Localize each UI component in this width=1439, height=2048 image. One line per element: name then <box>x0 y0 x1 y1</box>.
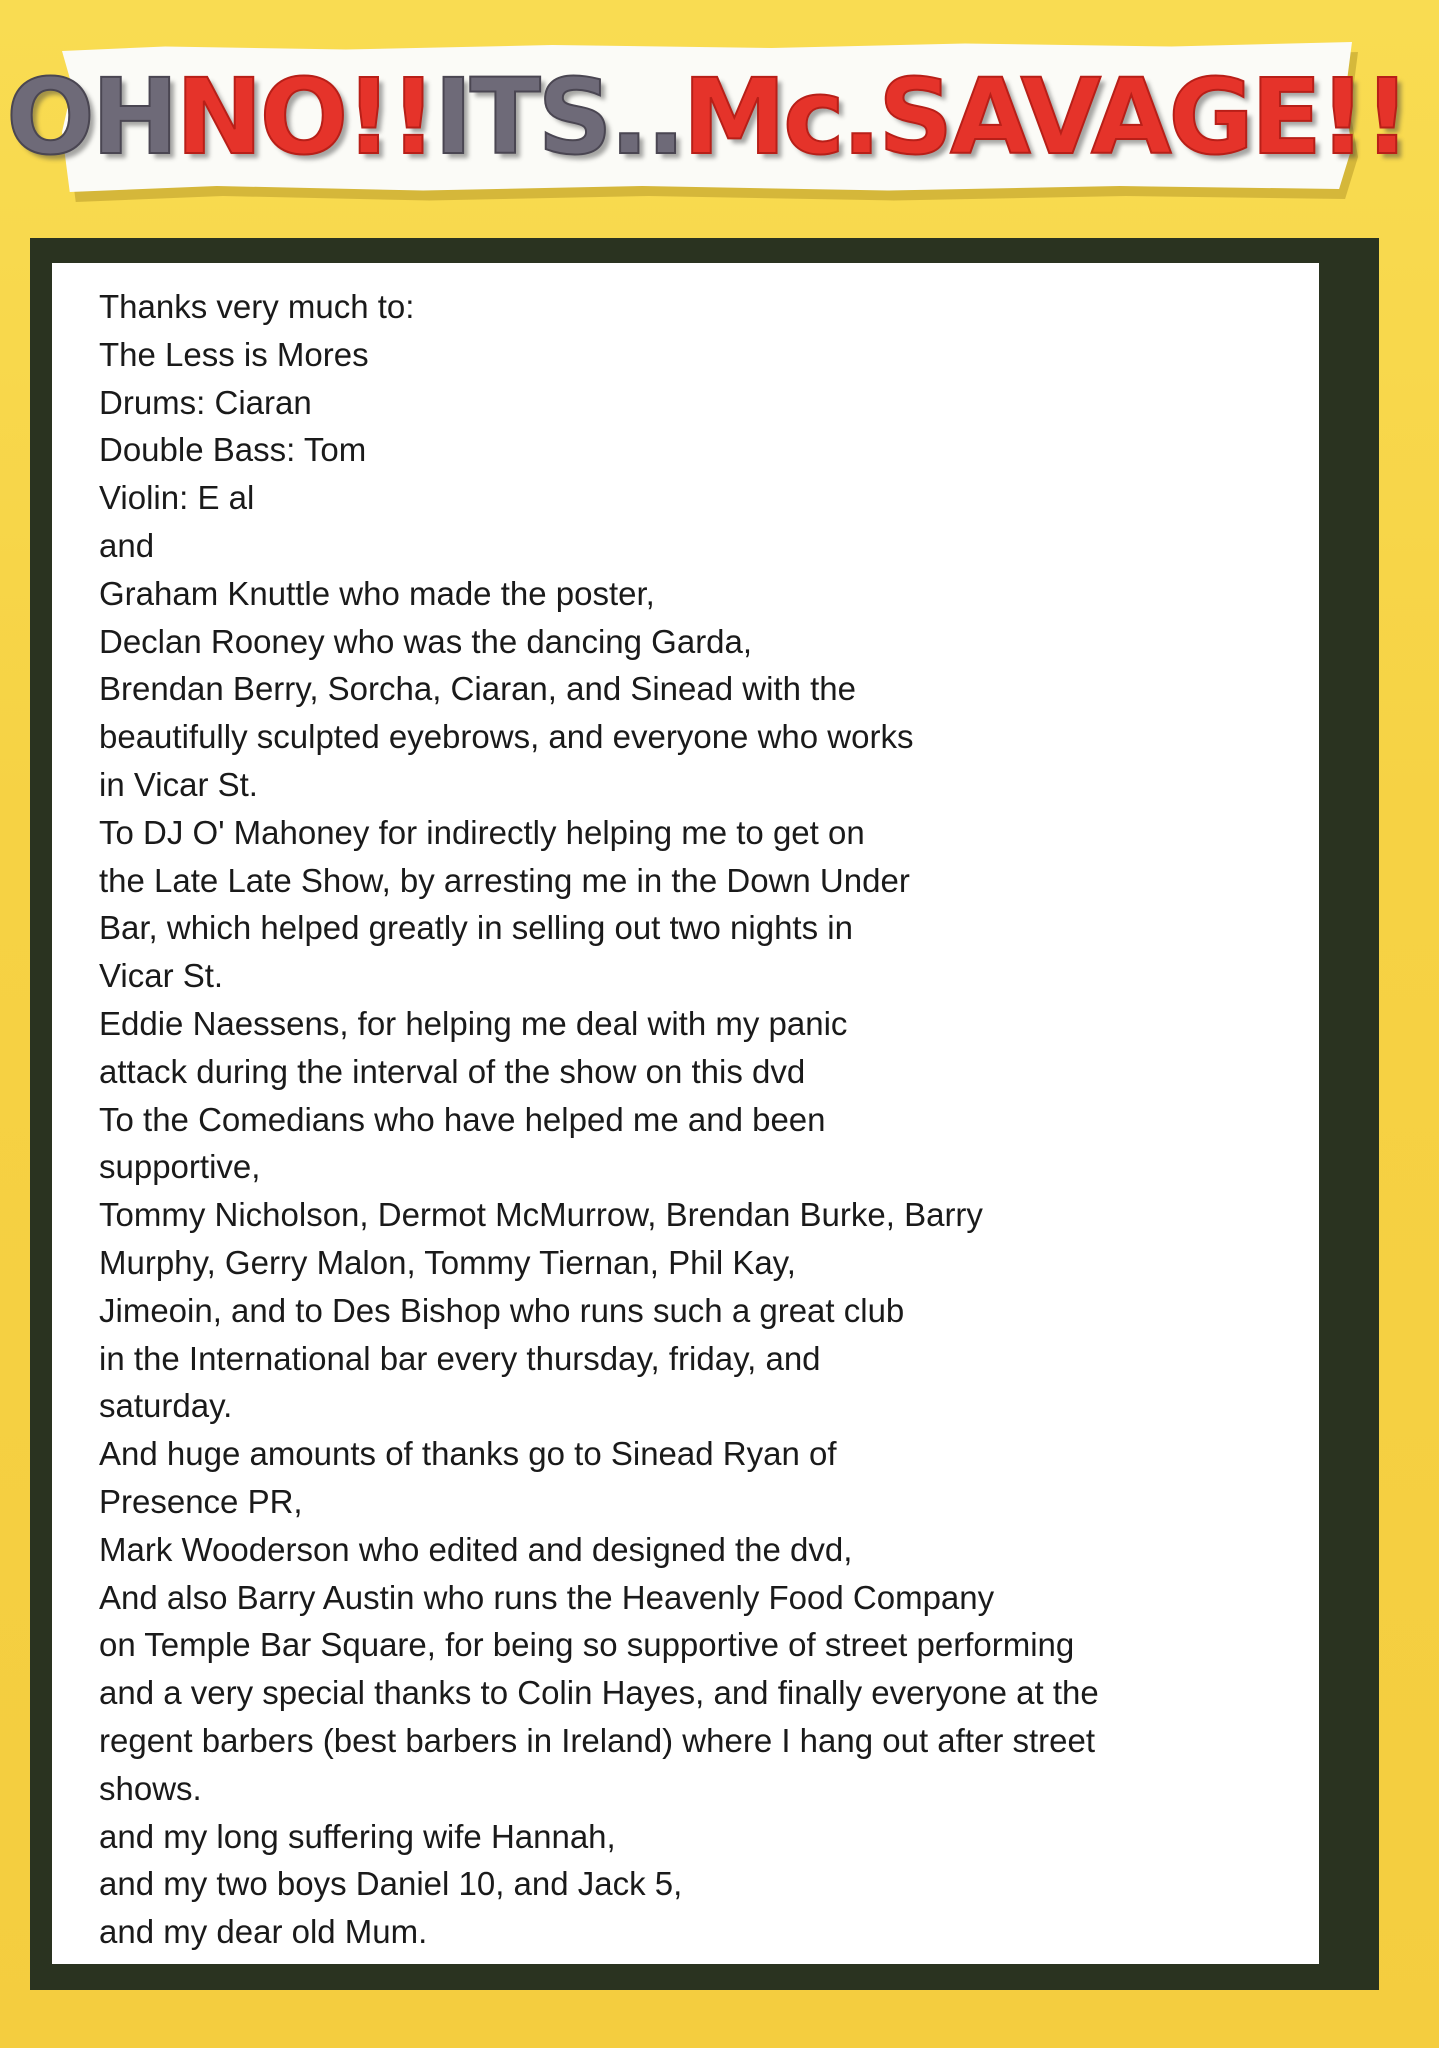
credit-line: Drums: Ciaran <box>99 383 312 421</box>
title-word-its: ITS.. <box>434 56 683 178</box>
credit-line: Eddie Naessens, for helping me deal with my panic <box>99 1004 848 1042</box>
credit-line: beautifully sculpted eyebrows, and everyone who works <box>99 718 914 756</box>
credit-line: Graham Knuttle who made the poster, <box>99 574 655 612</box>
title-word-mc: Mc. <box>682 56 879 178</box>
credit-line: on Temple Bar Square, for being so supportive of street performing <box>99 1626 1075 1664</box>
credit-line: Jimeoin, and to Des Bishop who runs such a great club <box>99 1291 905 1329</box>
credit-line: And also Barry Austin who runs the Heavenly Food Company <box>99 1578 995 1616</box>
credit-line: Presence PR, <box>99 1482 303 1520</box>
credit-line: And huge amounts of thanks go to Sinead Ryan of <box>99 1435 837 1473</box>
credit-line: The Less is Mores <box>99 335 369 373</box>
credit-line: and my dear old Mum. <box>99 1913 428 1951</box>
credit-line: in the International bar every thursday, friday, and <box>99 1339 821 1377</box>
title-word-oh: OH <box>6 56 176 178</box>
credit-line: and my two boys Daniel 10, and Jack 5, <box>99 1865 683 1903</box>
credit-line: Violin: E al <box>99 479 255 517</box>
credit-line: saturday. <box>99 1387 233 1425</box>
credit-line: Declan Rooney who was the dancing Garda, <box>99 622 753 660</box>
credit-line: Vicar St. <box>99 957 224 995</box>
credit-line: the Late Late Show, by arresting me in the Down Under <box>99 861 910 899</box>
title-word-no: NO!! <box>175 56 435 178</box>
credit-line: Bar, which helped greatly in selling out two nights in <box>99 909 853 947</box>
credit-line: attack during the interval of the show on this dvd <box>99 1052 806 1090</box>
credit-line: To the Comedians who have helped me and been <box>99 1100 826 1138</box>
credit-line: supportive, <box>99 1148 261 1186</box>
credit-line: and a very special thanks to Colin Hayes, and finally everyone at the <box>99 1674 1099 1712</box>
credit-line: Mark Wooderson who edited and designed the dvd, <box>99 1530 853 1568</box>
title-word-savage: SAVAGE!! <box>878 56 1408 178</box>
credit-line: regent barbers (best barbers in Ireland) where I hang out after street <box>99 1721 1096 1759</box>
credit-line: Thanks very much to: <box>99 288 415 325</box>
credits-list <box>99 283 1319 1956</box>
credit-line: and <box>99 526 155 564</box>
credit-line: Tommy Nicholson, Dermot McMurrow, Brendan Burke, Barry <box>99 1196 983 1234</box>
credit-line: in Vicar St. <box>99 765 258 803</box>
credit-line: shows. <box>99 1769 202 1807</box>
credit-line: To DJ O' Mahoney for indirectly helping me to get on <box>99 813 865 851</box>
credits-panel <box>52 263 1319 1964</box>
credit-line: Double Bass: Tom <box>99 431 367 469</box>
page-title <box>6 42 1408 192</box>
credit-line: Brendan Berry, Sorcha, Ciaran, and Sinead with the <box>99 670 856 708</box>
credit-line: and my long suffering wife Hannah, <box>99 1817 616 1855</box>
credit-line: Murphy, Gerry Malon, Tommy Tiernan, Phil Kay, <box>99 1243 796 1281</box>
